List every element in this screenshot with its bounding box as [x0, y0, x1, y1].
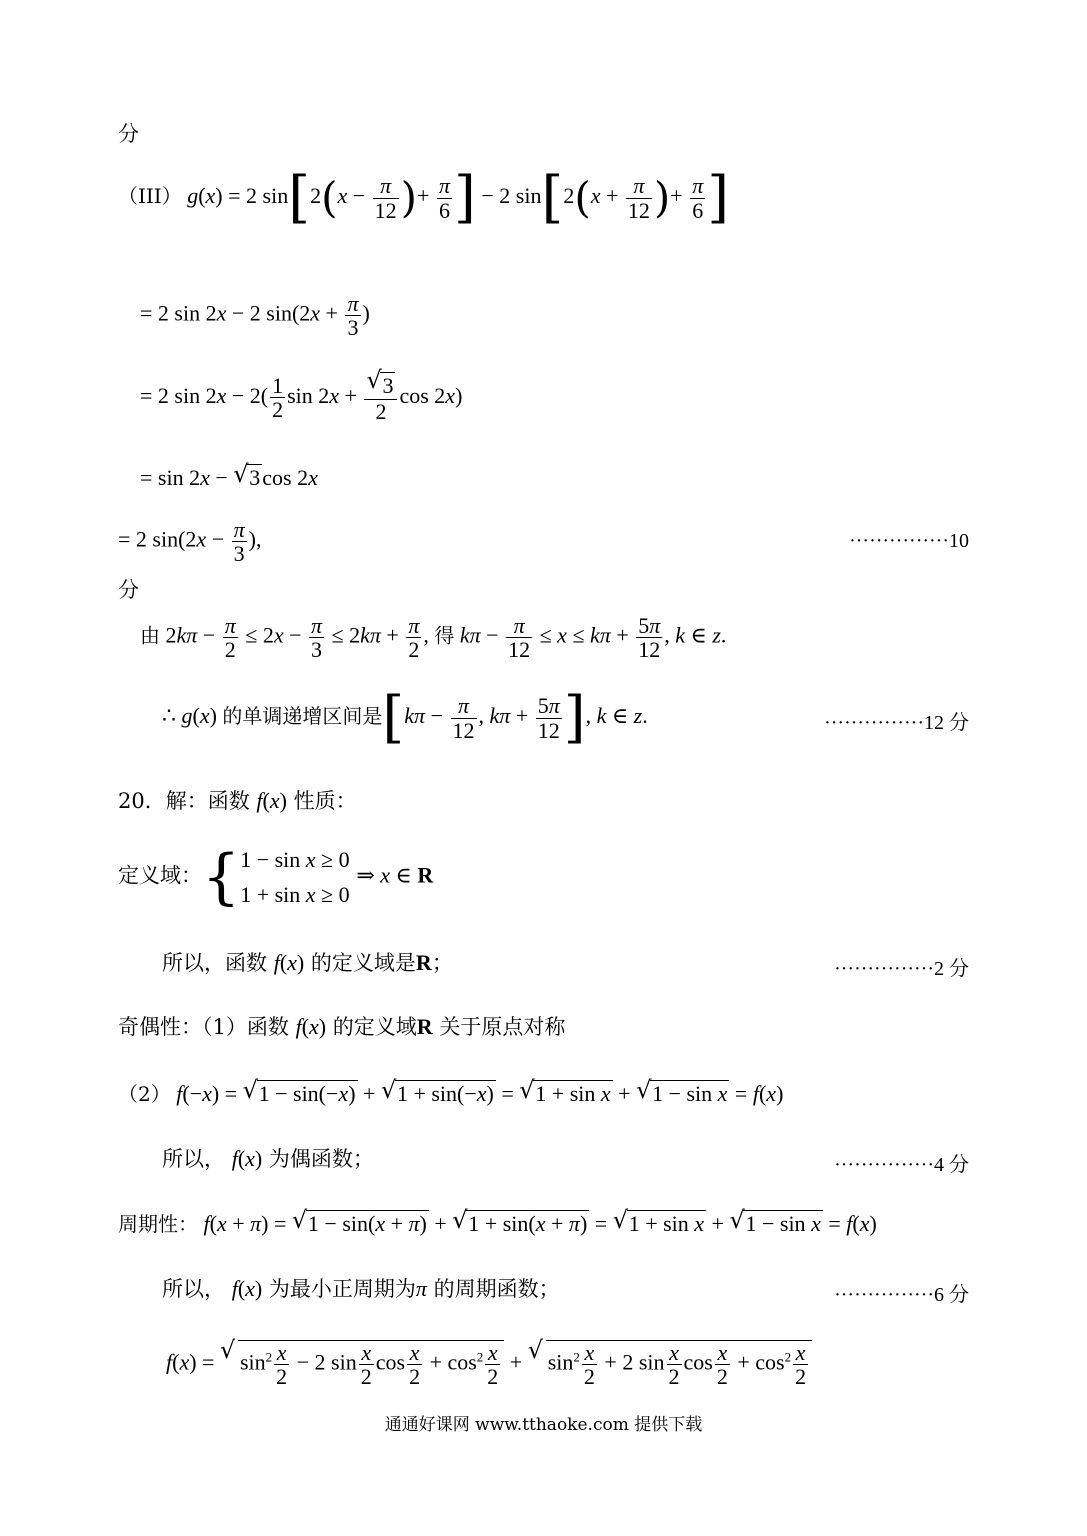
- score-12: ···············12 分: [824, 712, 969, 734]
- score-4: ···············4 分: [834, 1154, 969, 1176]
- score-2: ···············2 分: [834, 958, 969, 980]
- fen-mid: 分: [118, 578, 139, 602]
- period-conclusion: 所以， f(x) 为最小正周期为π 的周期函数；: [162, 1276, 560, 1301]
- footer-credit: 通通好课网 www.tthaoke.com 提供下载: [384, 1415, 703, 1435]
- step-2: = 2 sin 2x − 2( $\frac{1}{2}$ sin 2x + √ $\frac{3}{2}$ cos 2x): [140, 372, 462, 423]
- fen-top: 分: [118, 122, 139, 146]
- domain-conclusion: 所以，函数 f(x) 的定义域是R；: [162, 950, 453, 975]
- step-4: = 2 sin(2x − $\frac{\pi}{3}$ ),: [118, 517, 262, 567]
- q20-heading: 20．解：函数 f(x) 性质：: [118, 788, 357, 813]
- even-conclusion: 所以， f(x) 为偶函数；: [162, 1146, 374, 1171]
- inequality-line: 由 2kπ − $\frac{\pi}{2}$ ≤ 2x − $\frac{\pi}{3}$ ≤ 2kπ + $\frac{\pi}{2}$ , 得 kπ − $\frac{\pi}{12}$ ≤ x ≤ kπ + $\frac{5\pi}{12}$ , k ∈ z.: [140, 613, 727, 663]
- step-1: = 2 sin 2x − 2 sin(2x + $\frac{\pi}{3}$ ): [140, 291, 370, 341]
- parity-2: （2） f(−x) = √ 1 − sin(−x) + √ 1 + sin(−x) = √ 1 + sin x + √ 1 − sin x = f(x): [118, 1080, 783, 1107]
- score-6: ···············6 分: [834, 1284, 969, 1306]
- domain-system: 定义域：{ 1 − sin x ≥ 0 1 + sin x ≥ 0 ⇒ x ∈ R: [118, 842, 434, 913]
- period-equation: 周期性： f(x + π) = √ 1 − sin(x + π) + √ 1 + sin(x + π) = √ 1 + sin x + √ 1 − sin x = f(x): [118, 1210, 877, 1237]
- fx-expansion: f(x) = √ $\sin^2$ $\frac{x}{2}$ − 2 sin $\frac{x}{2}$ cos $\frac{x}{2}$ + $\cos^2$ $\frac{x}{2}$ + √ $\sin^2$ $\frac{x}{2}$ + 2 sin $\frac{x}{2}$ cos $\frac{x}{2}$ + $\cos^2$ $\frac{x}{2}$: [166, 1340, 812, 1388]
- parity-1: 奇偶性：（1）函数 f(x) 的定义域R 关于原点对称: [118, 1014, 566, 1039]
- increase-interval: ∴ g(x) 的单调递增区间是[kπ − $\frac{\pi}{12}$ , kπ + $\frac{5\pi}{12}$ ], k ∈ z.: [162, 685, 648, 750]
- part3-equation: （III） g(x) = 2 sin[2(x − $\frac{\pi}{12}$ )+ $\frac{\pi}{6}$ ] − 2 sin[2(x + $\frac{\pi}{12}$ )+ $\frac{\pi}{6}$ ]: [118, 165, 730, 230]
- score-10: ···············10: [849, 530, 969, 552]
- step-3: = sin 2x − √ 3cos 2x: [140, 464, 318, 491]
